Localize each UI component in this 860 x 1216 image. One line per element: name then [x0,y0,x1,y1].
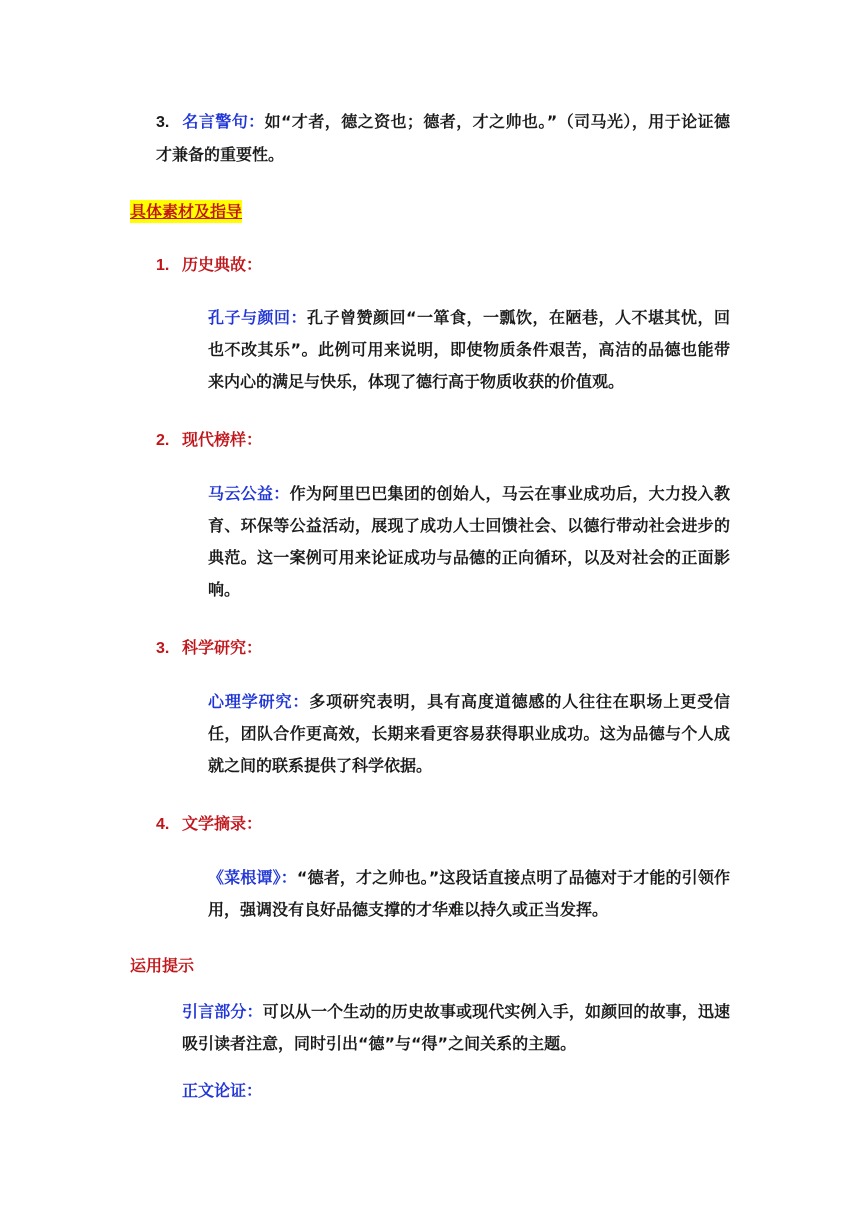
material-heading [156,632,262,665]
section-heading-materials [130,196,242,228]
item-label: 名言警句： [182,112,265,131]
list-number: 3. [156,640,170,657]
item-text: 如“才者，德之资也；德者，才之帅也。”（司马光），用于论证德才兼备的重要性。 [156,112,730,164]
section-heading-tips: 运用提示 [130,956,195,975]
highlighted-title: 具体素材及指导 [130,202,243,221]
list-number: 3. [156,114,170,131]
list-number: 2. [156,432,170,449]
tip-text: 可以从一个生动的历史故事或现代实例入手，如颜回的故事，迅速吸引读者注意，同时引出“德”与“得”之间关系的主题。 [182,1002,730,1053]
example-label: 孔子与颜回： [208,308,307,327]
example-text: 孔子曾赞颜回“一箪食，一瓢饮，在陋巷，人不堪其忧，回也不改其乐”。此例可用来说明，即使物质条件艰苦，高洁的品德也能带来内心的满足与快乐，体现了德行高于物质收获的价值观。 [208,308,730,391]
list-number: 1. [156,257,170,274]
famous-quote-item [156,106,730,171]
material-example [208,478,730,606]
example-text: 作为阿里巴巴集团的创始人，马云在事业成功后，大力投入教育、环保等公益活动，展现了成功人士回馈社会、以德行带动社会进步的典范。这一案例可用来论证成功与品德的正向循环，以及对社会的正面影响。 [208,484,730,599]
heading-text: 文学摘录： [182,814,263,833]
example-label: 《菜根谭》： [208,868,297,887]
example-label: 心理学研究： [208,692,310,711]
example-text: 多项研究表明，具有高度道德感的人往往在职场上更受信任，团队合作更高效，长期来看更容易获得职业成功。这为品德与个人成就之间的联系提供了科学依据。 [208,692,730,775]
material-example [208,686,730,782]
example-text: “德者，才之帅也。”这段话直接点明了品德对于才能的引领作用，强调没有良好品德支撑的才华难以持久或正当发挥。 [208,868,730,919]
tip-label: 引言部分： [182,1002,263,1021]
material-heading [156,808,262,841]
material-example [208,302,730,398]
material-heading [156,249,262,282]
material-heading [156,424,262,457]
material-example [208,862,730,926]
heading-text: 历史典故： [182,255,263,274]
tip-intro [182,996,730,1060]
heading-text: 科学研究： [182,638,263,657]
tip-body-label: 正文论证： [182,1081,263,1100]
heading-text: 现代榜样： [182,430,263,449]
list-number: 4. [156,816,170,833]
example-label: 马云公益： [208,484,290,503]
